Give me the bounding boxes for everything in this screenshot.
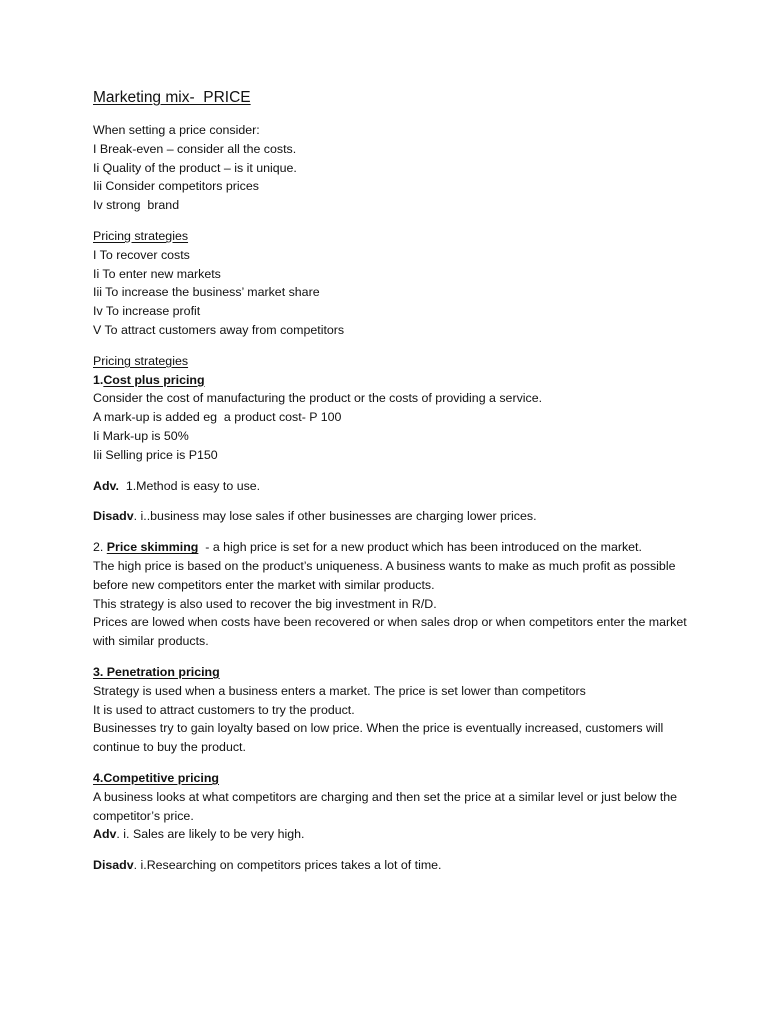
competitive-line: A business looks at what competitors are charging and then set the price at a similar level or just below the competitor’s price. — [93, 789, 681, 823]
advantage-text: 1.Method is easy to use. — [118, 478, 261, 493]
skimming-name: Price skimming — [106, 540, 199, 555]
considerations-section — [93, 121, 693, 215]
strategy-goal-item: Iv To increase profit — [93, 304, 201, 319]
penetration-line: It is used to attract customers to try the product. — [93, 702, 355, 717]
strategy-goal-item: Ii To enter new markets — [93, 266, 221, 281]
cost-plus-line: Iii Selling price is P150 — [93, 447, 218, 462]
consideration-item: I Break-even – consider all the costs. — [93, 141, 297, 156]
strategy-goal-item: V To attract customers away from competitors — [93, 322, 345, 337]
competitive-disadvantage — [93, 856, 693, 875]
disadvantage-text: . i.Researching on competitors prices takes a lot of time. — [133, 858, 442, 873]
strategies-heading: Pricing strategies — [93, 353, 189, 368]
considerations-intro: When setting a price consider: — [93, 123, 260, 137]
cost-plus-disadvantage — [93, 507, 693, 526]
disadvantage-label: Disadv — [93, 858, 134, 873]
cost-plus-number: 1. — [93, 372, 104, 387]
consideration-item: Iii Consider competitors prices — [93, 179, 259, 194]
competitive-section — [93, 769, 693, 844]
advantage-text: . i. Sales are likely to be very high. — [116, 827, 305, 842]
strategies-list-heading: Pricing strategies — [93, 228, 189, 243]
cost-plus-line: Consider the cost of manufacturing the product or the costs of providing a service. — [93, 391, 543, 406]
disadvantage-label: Disadv — [93, 509, 134, 524]
skimming-line: This strategy is also used to recover the big investment in R/D. — [93, 596, 437, 611]
advantage-label: Adv. — [93, 478, 119, 493]
penetration-line: Businesses try to gain loyalty based on low price. When the price is eventually increased, customers will continue to buy the product. — [93, 721, 667, 755]
cost-plus-heading — [93, 371, 693, 390]
consideration-item: Ii Quality of the product – is it unique. — [93, 160, 297, 175]
strategy-goal-item: Iii To increase the business’ market share — [93, 285, 320, 300]
penetration-section — [93, 663, 693, 757]
penetration-heading: 3. Penetration pricing — [93, 664, 220, 679]
cost-plus-line: A mark-up is added eg a product cost- P 100 — [93, 410, 342, 425]
strategies-list-section — [93, 227, 693, 340]
disadvantage-text: . i..business may lose sales if other businesses are charging lower prices. — [133, 509, 537, 524]
skimming-line: Prices are lowed when costs have been recovered or when sales drop or when competitors enter the market with similar products. — [93, 615, 691, 649]
competitive-heading: 4.Competitive pricing — [93, 770, 219, 785]
skimming-number: 2. — [93, 540, 107, 555]
strategy-goal-item: I To recover costs — [93, 247, 190, 262]
cost-plus-advantage — [93, 477, 693, 496]
cost-plus-line: Ii Mark-up is 50% — [93, 428, 189, 443]
cost-plus-name: Cost plus pricing — [103, 372, 205, 387]
cost-plus-section — [93, 352, 693, 465]
penetration-line: Strategy is used when a business enters a market. The price is set lower than competitors — [93, 683, 586, 698]
skimming-line: The high price is based on the product’s uniqueness. A business wants to make as much profit as possible before new competitors enter the market with similar products. — [93, 558, 679, 592]
skimming-first-line: - a high price is set for a new product which has been introduced on the market. — [198, 540, 642, 555]
consideration-item: Iv strong brand — [93, 198, 180, 213]
advantage-label: Adv — [93, 827, 117, 842]
page-title: Marketing mix- PRICE — [93, 89, 251, 106]
document-page — [93, 88, 693, 887]
price-skimming-section — [93, 538, 693, 651]
